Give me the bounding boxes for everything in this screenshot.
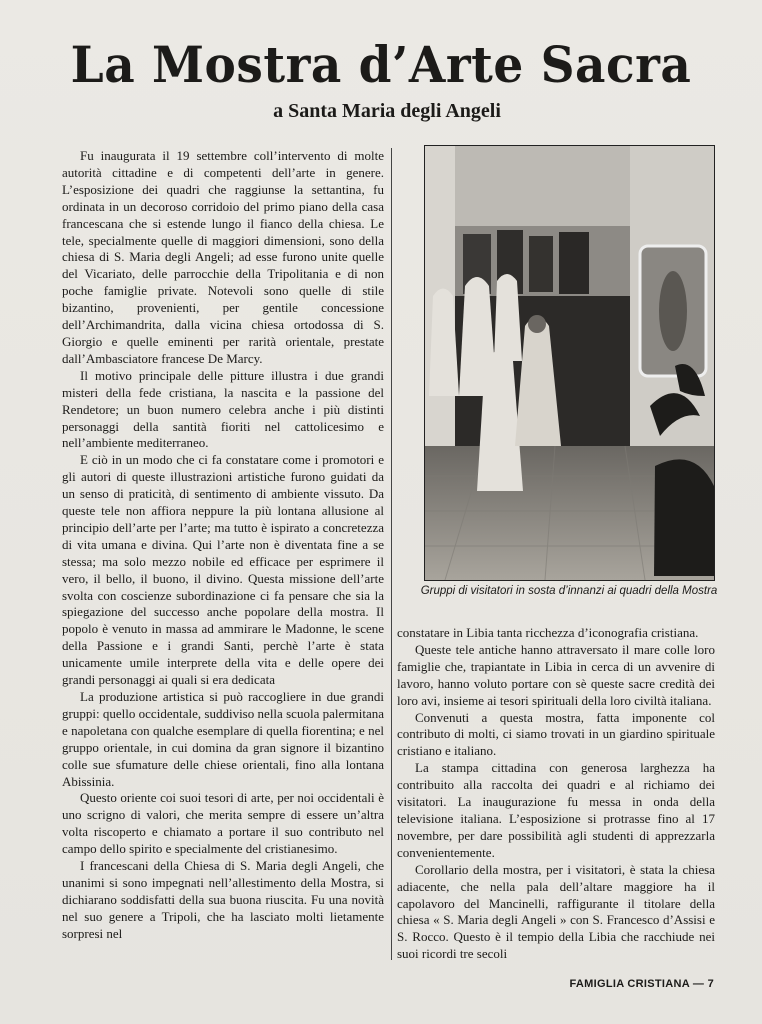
paragraph: Fu inaugurata il 19 settembre coll’intervento di molte autorità cittadine e di competenti dell’arte in genere. L’esposizione dei quadri che raggiunse la settantina, fu ordinata in un decoroso corridoio del primo piano della casa francescana che si estende lungo il fianco della chiesa. Le tele, specialmente quelle di maggiori dimensioni, sono della chiesa di S. Maria degli Angeli; ad esse furono unite quelle del Vicariato, delle parrocchie della Tripolitania e di non poche famiglie private. Notevoli sono quelle di stile bizantino, provenienti, per gentile concessione dell’Archimandrita, dalla vicina chiesa ortodossa di S. Giorgio e quelle eminenti per rarità orientale, prestate dall’Ambasciatore francese De Marcy. — [62, 148, 384, 366]
paragraph: La stampa cittadina con generosa larghezza ha contribuito alla raccolta dei quadri e al richiamo dei visitatori. La inaugurazione fu messa in onda della televisione italiana. L’esposizione si protrasse fino al 17 novembre, per dare possibilità agli studenti di apprezzarla convenientemente. — [397, 760, 715, 860]
photo-illustration — [425, 146, 714, 580]
paragraph: La produzione artistica si può raccogliere in due grandi gruppi: quello occidentale, suddiviso nella scuola palermitana e napoletana con qualche esemplare di quella fiorentina; e nel gruppo orientale, in cui domina da gran signore il bizantino colle sue sfumature delle chiese orientali, fino alla lontana Abissinia. — [62, 689, 384, 789]
photo-caption: Gruppi di visitatori in sosta d’innanzi ai quadri della Mostra — [420, 585, 718, 597]
paragraph: I francescani della Chiesa di S. Maria degli Angeli, che unanimi si sono impegnati nell’allestimento della Mostra, si dichiarano soddisfatti della sua buona riuscita. Fu una novità nel suo genere a Tripoli, che ha lasciato molti lietamente sorpresi nel — [62, 858, 384, 941]
column-divider — [391, 148, 392, 960]
paragraph: Queste tele antiche hanno attraversato il mare colle loro famiglie che, trapiantate in Libia in cerca di un avvenire di lavoro, hanno voluto portare con sè queste sacre credità dei loro avi, insieme ai tesori spirituali della loro civiltà italiana. — [397, 641, 715, 708]
left-column — [62, 148, 384, 963]
article-subtitle: a Santa Maria degli Angeli — [273, 100, 501, 122]
paragraph: Convenuti a questa mostra, fatta imponente col contributo di molti, ci siamo trovati in un giardino spirituale cristiano e italiano. — [397, 709, 715, 759]
paragraph: Il motivo principale delle pitture illustra i due grandi misteri della fede cristiana, la nascita e la passione del Rendetore; un buon numero celebra anche i più distinti personaggi della santità fioriti nel cattolicesimo e nell’ambiente mediterraneo. — [62, 367, 384, 451]
article-title: La Mostra d’Arte Sacra — [70, 36, 692, 95]
paragraph: E ciò in un modo che ci fa constatare come i promotori e gli autori di queste illustrazioni artistiche furono guidati da un senso di praticità, di sentimento di ambiente vissuto. Da queste tele non affiora neppure la più lontana allusione al principio dell’arte per l’arte; ma tutto è ispirato a concretezza di vita umana e divina. Qui l’arte non è diventata fine a se stessa; ma solo mezzo nobile ed efficace per esprimere il vero, il bello, il buono, il divino. Questa missione dell’arte svolta con coscienze subordinazione ci fa pensare che sia la spiegazione del successo anche popolare della mostra. Il popolo è venuto in massa ad ammirare le Madonne, le scene della Passione e i grandi Santi, perchè l’arte è stata unicamente umile interprete della vita e delle opere dei grandi personaggi ai quali si era dedicata — [62, 452, 384, 688]
right-column — [397, 625, 715, 963]
paragraph: Corollario della mostra, per i visitatori, è stata la chiesa adiacente, che nella pala dell’altare maggiore ha il capolavoro del Mancinelli, raffigurante il titolare della chiesa « S. Maria degli Angeli » con S. Francesco d’Assisi e S. Rocco. Questo è il tempio della Libia che racchiude nei suoi ricordi tre secoli — [397, 861, 715, 962]
page-footer: FAMIGLIA CRISTIANA — 7 — [569, 978, 714, 990]
paragraph: Questo oriente coi suoi tesori di arte, per noi occidentali è uno scrigno di valori, che merita sempre di essere un’altra volta riscoperto e chiamato a portare il suo contributo nel campo dello spirito e specialmente del cristianesimo. — [62, 790, 384, 857]
exhibition-photo — [424, 145, 715, 581]
paragraph: constatare in Libia tanta ricchezza d’iconografia cristiana. — [397, 625, 699, 640]
